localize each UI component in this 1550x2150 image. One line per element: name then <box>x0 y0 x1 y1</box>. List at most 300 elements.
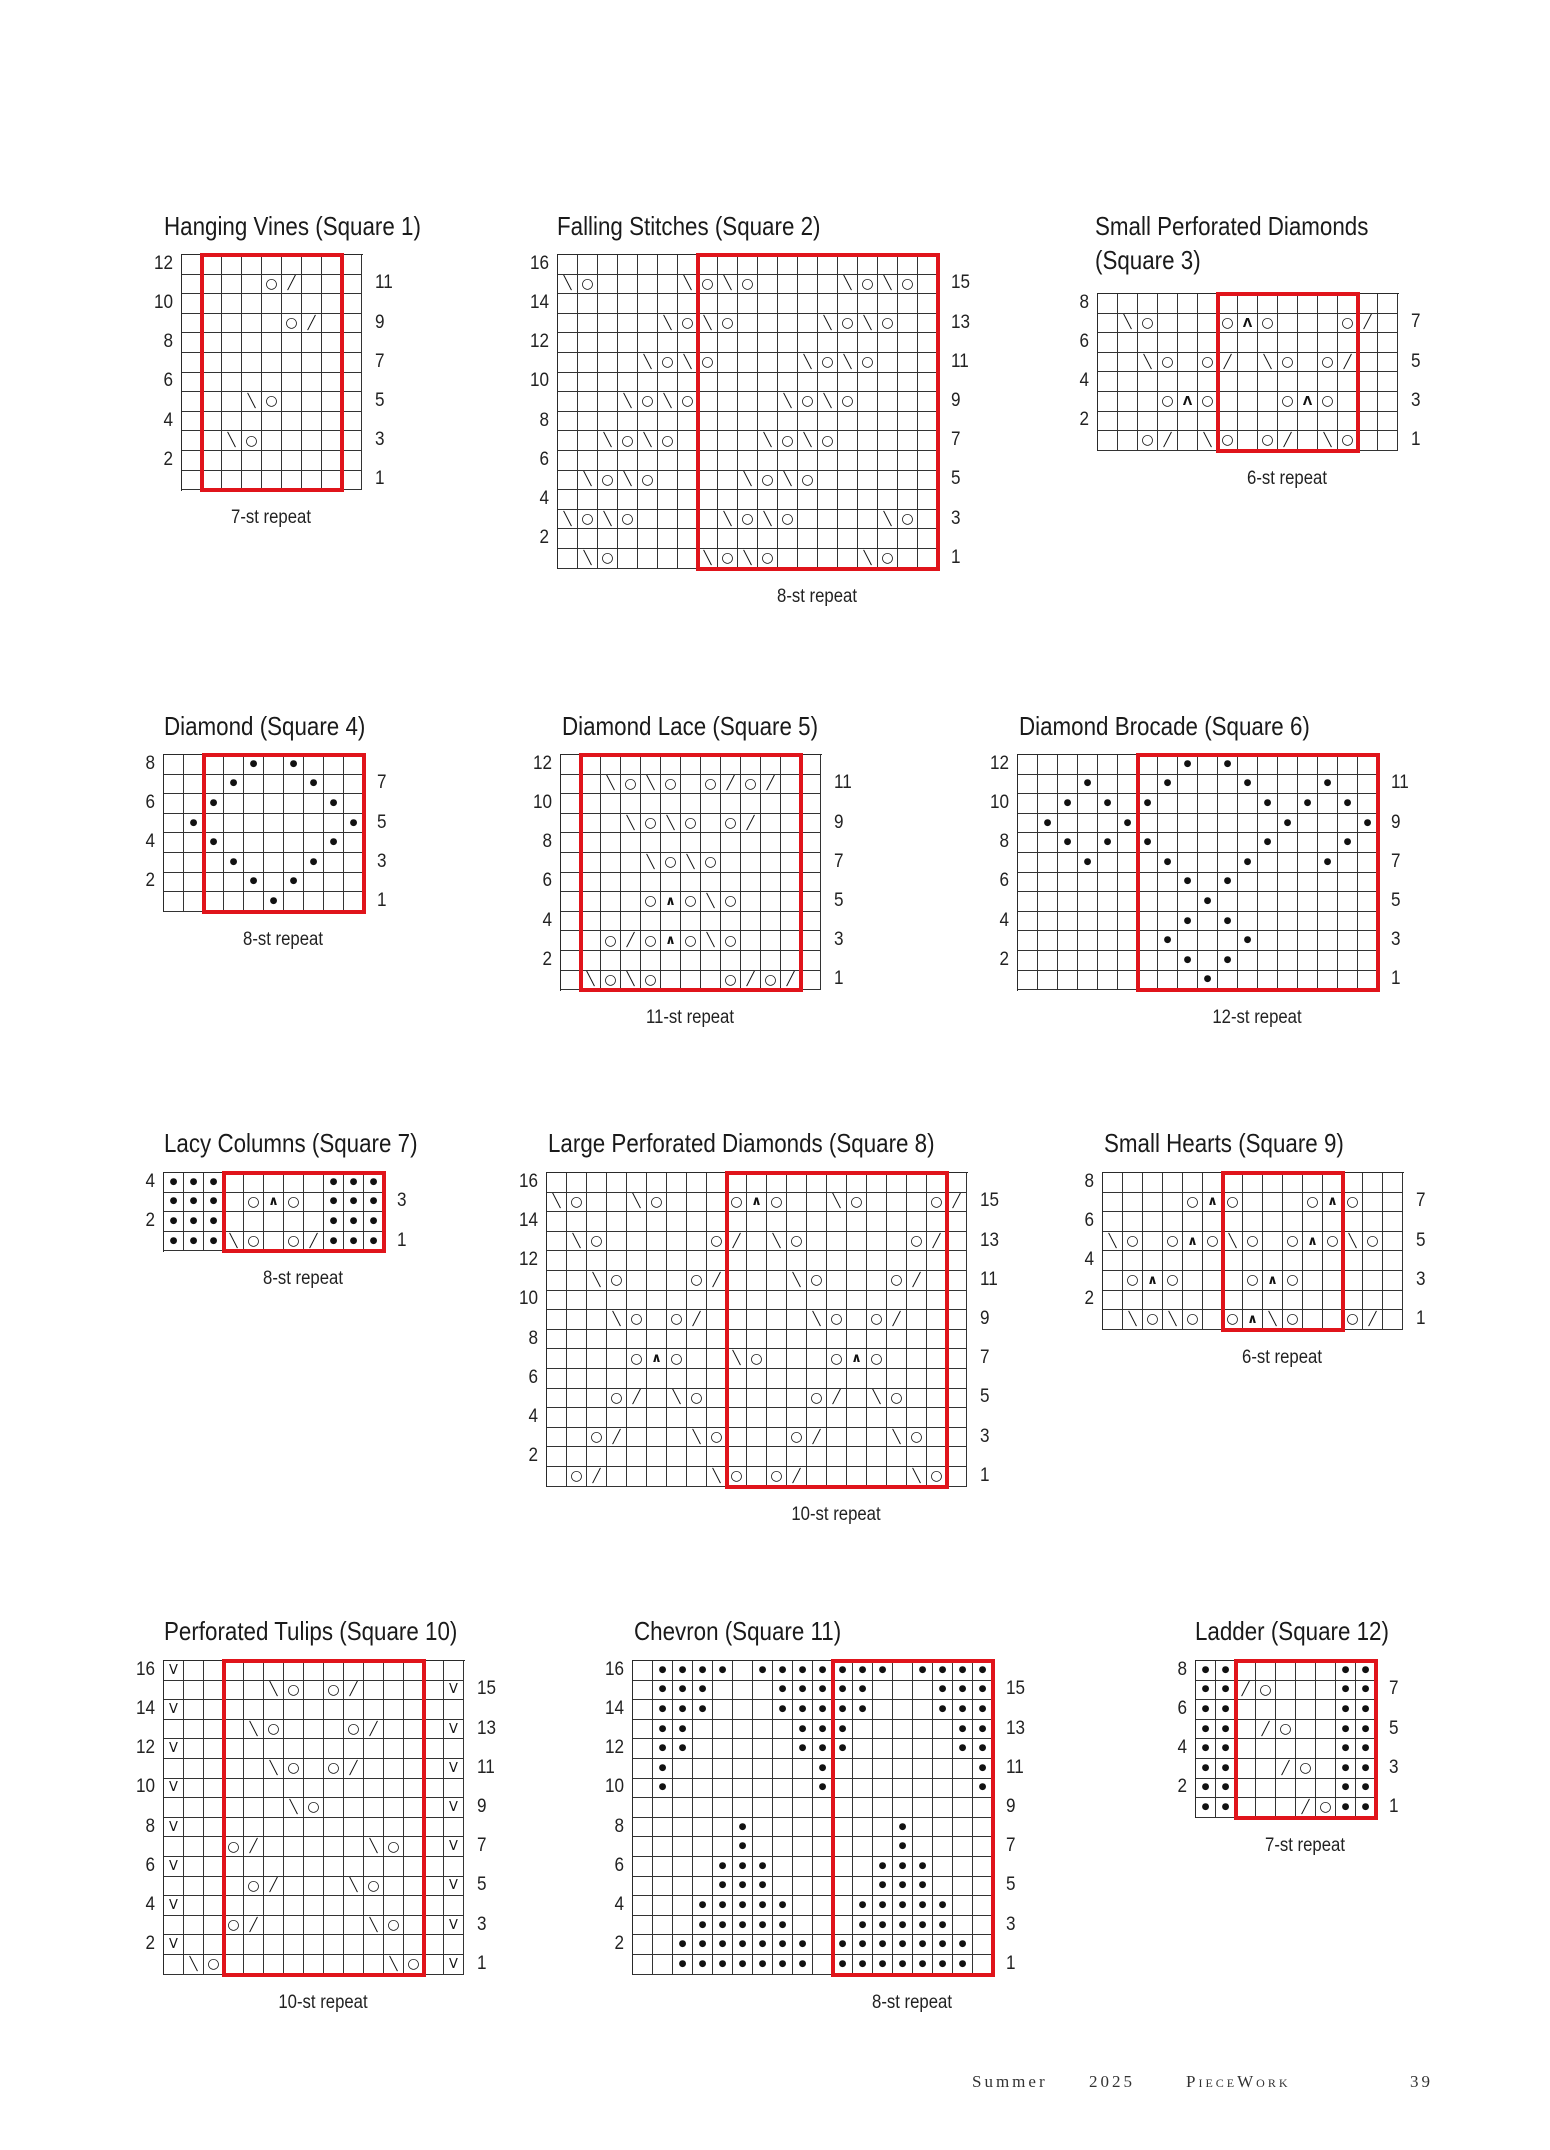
stitch-dot-symbol <box>773 1935 793 1955</box>
stitch-cell <box>1158 294 1178 314</box>
stitch-cell <box>364 1896 384 1916</box>
stitch-cell <box>758 373 778 393</box>
stitch-cell <box>262 255 282 275</box>
stitch-dot-symbol <box>853 1935 873 1955</box>
stitch-cell <box>1256 1700 1276 1720</box>
stitch-dot-symbol <box>713 1661 733 1681</box>
stitch-yo-symbol <box>627 1310 647 1330</box>
stitch-cell <box>738 490 758 510</box>
footer-magazine: PieceWork <box>1186 2072 1291 2091</box>
stitch-dot-symbol <box>184 1232 204 1252</box>
stitch-cell <box>638 510 658 530</box>
stitch-cell <box>767 1251 787 1271</box>
stitch-dot-symbol <box>733 1916 753 1936</box>
chart-title: Perforated Tulips (Square 10) <box>164 1616 458 1646</box>
stitch-cell <box>867 1212 887 1232</box>
stitch-cell <box>598 451 618 471</box>
stitch-cell <box>1258 333 1278 353</box>
stitch-dot-symbol <box>244 873 264 893</box>
stitch-cell <box>224 892 244 912</box>
stitch-cell <box>1143 1212 1163 1232</box>
stitch-dot-symbol <box>773 1916 793 1936</box>
stitch-cell <box>1158 814 1178 834</box>
stitch-cell <box>607 1251 627 1271</box>
stitch-cell <box>907 1173 927 1193</box>
stitch-dot-symbol <box>713 1877 733 1897</box>
stitch-cell <box>384 1739 404 1759</box>
stitch-dot-symbol <box>653 1720 673 1740</box>
stitch-cell <box>793 1798 813 1818</box>
stitch-cell <box>847 1467 867 1487</box>
stitch-cell <box>1298 951 1318 971</box>
stitch-cell <box>781 892 801 912</box>
stitch-dot-symbol <box>713 1935 733 1955</box>
stitch-cell <box>1198 412 1218 432</box>
stitch-cell <box>867 1251 887 1271</box>
stitch-cell <box>1276 1739 1296 1759</box>
stitch-cell <box>1318 814 1338 834</box>
row-number-right: 9 <box>477 1796 487 1817</box>
stitch-dot-symbol <box>224 775 244 795</box>
stitch-cell <box>747 1369 767 1389</box>
stitch-cell <box>1278 873 1298 893</box>
stitch-cell <box>793 1779 813 1799</box>
stitch-cell <box>913 1739 933 1759</box>
stitch-cell <box>887 1232 907 1252</box>
stitch-dot-symbol <box>1258 833 1278 853</box>
stitch-dot-symbol <box>753 1916 773 1936</box>
stitch-cell <box>284 1779 304 1799</box>
stitch-cell <box>1378 431 1398 451</box>
stitch-cell <box>641 794 661 814</box>
stitch-cell <box>638 275 658 295</box>
stitch-dot-symbol <box>344 1232 364 1252</box>
stitch-cell <box>621 873 641 893</box>
chart-title: Diamond (Square 4) <box>164 711 366 741</box>
stitch-yo-symbol <box>1138 314 1158 334</box>
stitch-cell <box>918 431 938 451</box>
stitch-cell <box>867 1291 887 1311</box>
stitch-ssk-symbol <box>222 431 242 451</box>
stitch-cell <box>182 294 202 314</box>
stitch-k2tog-symbol <box>741 814 761 834</box>
footer-season: Summer <box>972 2072 1048 2091</box>
stitch-cell <box>858 255 878 275</box>
stitch-cell <box>707 1408 727 1428</box>
row-number-right: 15 <box>1006 1678 1026 1700</box>
stitch-yo-symbol <box>687 1271 707 1291</box>
stitch-dot-symbol <box>793 1700 813 1720</box>
stitch-yo-symbol <box>641 931 661 951</box>
stitch-cell <box>1138 951 1158 971</box>
stitch-cell <box>758 529 778 549</box>
stitch-cell <box>304 1877 324 1897</box>
row-number-left: 14 <box>529 292 549 313</box>
stitch-cell <box>164 814 184 834</box>
stitch-cell <box>707 1369 727 1389</box>
stitch-cell <box>918 471 938 491</box>
stitch-yo-symbol <box>721 892 741 912</box>
stitch-cell <box>364 1739 384 1759</box>
repeat-label: 8-st repeat <box>263 1268 343 1290</box>
stitch-cell <box>887 1447 907 1467</box>
stitch-yo-symbol <box>727 1193 747 1213</box>
stitch-cell <box>587 1369 607 1389</box>
stitch-cell <box>1236 1759 1256 1779</box>
stitch-cell <box>558 314 578 334</box>
stitch-yo-symbol <box>707 1428 727 1448</box>
stitch-yo-symbol <box>1323 1232 1343 1252</box>
stitch-cell <box>304 1681 324 1701</box>
stitch-cell <box>701 814 721 834</box>
stitch-cell <box>364 1955 384 1975</box>
stitch-cell <box>1258 971 1278 991</box>
stitch-cell <box>567 1251 587 1271</box>
stitch-cell <box>927 1349 947 1369</box>
stitch-cell <box>284 1700 304 1720</box>
stitch-cell <box>164 1916 184 1936</box>
row-number-right: 3 <box>477 1913 487 1935</box>
stitch-cell <box>661 951 681 971</box>
stitch-cell <box>761 814 781 834</box>
stitch-cell <box>713 1739 733 1759</box>
stitch-dot-symbol <box>1138 833 1158 853</box>
stitch-cell <box>384 1720 404 1740</box>
stitch-cell <box>1383 1212 1403 1232</box>
stitch-yo-symbol <box>304 1798 324 1818</box>
stitch-cell <box>324 755 344 775</box>
stitch-cell <box>638 490 658 510</box>
repeat-label: 11-st repeat <box>646 1007 734 1029</box>
stitch-cell <box>793 1759 813 1779</box>
row-number-right: 7 <box>477 1835 487 1857</box>
stitch-cell <box>1163 1212 1183 1232</box>
stitch-cell <box>741 951 761 971</box>
stitch-ssk-symbol <box>701 892 721 912</box>
stitch-dot-symbol <box>184 1173 204 1193</box>
stitch-cell <box>242 255 262 275</box>
row-number-left: 2 <box>528 1445 538 1467</box>
row-number-right: 5 <box>1416 1229 1426 1251</box>
stitch-cell <box>1138 775 1158 795</box>
stitch-cell <box>853 1857 873 1877</box>
row-number-right: 1 <box>1411 429 1421 450</box>
stitch-cell <box>661 971 681 991</box>
stitch-cell <box>1358 372 1378 392</box>
stitch-cell <box>1118 794 1138 814</box>
stitch-cell <box>787 1291 807 1311</box>
stitch-cell <box>667 1408 687 1428</box>
stitch-dot-symbol <box>1178 873 1198 893</box>
stitch-cell <box>1103 1310 1123 1330</box>
stitch-cell <box>1363 1291 1383 1311</box>
stitch-yo-symbol <box>927 1193 947 1213</box>
stitch-yo-symbol <box>264 1720 284 1740</box>
stitch-cell <box>284 1857 304 1877</box>
stitch-cell <box>1198 873 1218 893</box>
stitch-yo-symbol <box>658 431 678 451</box>
stitch-cell <box>284 1896 304 1916</box>
stitch-cell <box>1276 1779 1296 1799</box>
stitch-yo-symbol <box>1218 431 1238 451</box>
stitch-cell <box>878 412 898 432</box>
stitch-dot-symbol <box>1196 1681 1216 1701</box>
row-number-right: 15 <box>477 1678 497 1700</box>
stitch-cell <box>653 1916 673 1936</box>
stitch-cell <box>827 1173 847 1193</box>
stitch-cell <box>578 373 598 393</box>
stitch-cell <box>244 775 264 795</box>
stitch-k2tog-symbol <box>687 1310 707 1330</box>
stitch-cell <box>1158 951 1178 971</box>
stitch-cell <box>681 873 701 893</box>
stitch-dot-symbol <box>913 1935 933 1955</box>
stitch-dot-symbol <box>853 1955 873 1975</box>
stitch-k2tog-symbol <box>761 775 781 795</box>
stitch-dot-symbol <box>1238 775 1258 795</box>
stitch-cell <box>1178 412 1198 432</box>
stitch-cell <box>578 529 598 549</box>
stitch-cell <box>1178 892 1198 912</box>
stitch-yo-symbol <box>718 549 738 569</box>
stitch-cell <box>1098 755 1118 775</box>
stitch-cell <box>761 931 781 951</box>
stitch-cell <box>342 314 362 334</box>
stitch-cell <box>913 1779 933 1799</box>
repeat-label: 6-st repeat <box>1247 467 1327 489</box>
stitch-cell <box>587 1251 607 1271</box>
stitch-cell <box>753 1681 773 1701</box>
stitch-cell <box>1278 412 1298 432</box>
stitch-yo-symbol <box>661 775 681 795</box>
stitch-cell <box>344 1896 364 1916</box>
stitch-cell <box>364 1700 384 1720</box>
stitch-yo-symbol <box>638 471 658 491</box>
stitch-cell <box>667 1330 687 1350</box>
stitch-dot-symbol <box>204 1173 224 1193</box>
stitch-cell <box>242 412 262 432</box>
chart-title: Lacy Columns (Square 7) <box>164 1128 418 1158</box>
stitch-cell <box>693 1739 713 1759</box>
stitch-k2tog-symbol <box>282 275 302 295</box>
row-number-right: 9 <box>980 1308 990 1329</box>
stitch-cell <box>627 1428 647 1448</box>
stitch-cell <box>1323 1251 1343 1271</box>
stitch-cell <box>1178 353 1198 373</box>
stitch-cell <box>718 471 738 491</box>
stitch-cell <box>681 794 701 814</box>
stitch-yo-symbol <box>1278 353 1298 373</box>
row-number-left: 4 <box>163 409 173 431</box>
stitch-cell <box>224 1720 244 1740</box>
stitch-dot-symbol <box>344 814 364 834</box>
stitch-k2tog-symbol <box>1236 1681 1256 1701</box>
row-number-left: 8 <box>999 831 1009 853</box>
stitch-cell <box>1238 971 1258 991</box>
stitch-grid <box>1195 1660 1377 1818</box>
row-number-left: 6 <box>1079 331 1089 352</box>
stitch-cell <box>638 255 658 275</box>
stitch-cell <box>1316 1720 1336 1740</box>
stitch-yo-symbol <box>798 392 818 412</box>
stitch-cell <box>767 1212 787 1232</box>
stitch-cell <box>567 1389 587 1409</box>
row-number-left: 8 <box>1079 291 1089 313</box>
stitch-cell <box>713 1720 733 1740</box>
stitch-cell <box>264 1173 284 1193</box>
stitch-k2tog-symbol <box>1218 353 1238 373</box>
stitch-cell <box>1058 775 1078 795</box>
stitch-cell <box>1123 1193 1143 1213</box>
stitch-cell <box>222 294 242 314</box>
stitch-dot-symbol <box>1356 1720 1376 1740</box>
row-number-left: 6 <box>999 870 1009 892</box>
stitch-cell <box>773 1798 793 1818</box>
stitch-k2tog-symbol <box>344 1681 364 1701</box>
stitch-cell <box>721 951 741 971</box>
stitch-cell <box>673 1857 693 1877</box>
stitch-cell <box>264 814 284 834</box>
stitch-cell <box>324 1857 344 1877</box>
stitch-cell <box>1118 431 1138 451</box>
stitch-cell <box>827 1291 847 1311</box>
stitch-cell <box>384 1896 404 1916</box>
stitch-cell <box>1303 1212 1323 1232</box>
stitch-cell <box>947 1349 967 1369</box>
stitch-dot-symbol <box>164 1212 184 1232</box>
stitch-cell <box>1058 853 1078 873</box>
row-number-left: 12 <box>989 752 1009 774</box>
stitch-cell <box>1303 1173 1323 1193</box>
stitch-ssk-symbol <box>242 392 262 412</box>
stitch-dot-symbol <box>673 1700 693 1720</box>
stitch-cell <box>1316 1779 1336 1799</box>
stitch-cell <box>1318 372 1338 392</box>
stitch-dot-symbol <box>1078 853 1098 873</box>
stitch-cell <box>793 1857 813 1877</box>
stitch-cell <box>707 1389 727 1409</box>
stitch-cell <box>284 1955 304 1975</box>
stitch-cell <box>1296 1681 1316 1701</box>
stitch-cell <box>1098 294 1118 314</box>
stitch-cell <box>973 1857 993 1877</box>
stitch-cell <box>741 873 761 893</box>
stitch-cell <box>1323 1173 1343 1193</box>
stitch-dot-symbol <box>853 1700 873 1720</box>
row-number-right: 13 <box>477 1717 497 1739</box>
stitch-cell <box>1118 333 1138 353</box>
stitch-cell <box>1238 912 1258 932</box>
stitch-cell <box>1098 853 1118 873</box>
stitch-slip-symbol <box>444 1955 464 1975</box>
stitch-cell <box>867 1330 887 1350</box>
stitch-cell <box>878 255 898 275</box>
stitch-cell <box>638 333 658 353</box>
stitch-cell <box>621 951 641 971</box>
stitch-cell <box>933 1798 953 1818</box>
stitch-cell <box>798 314 818 334</box>
stitch-cell <box>1358 892 1378 912</box>
stitch-cell <box>953 1857 973 1877</box>
stitch-k2tog-symbol <box>741 971 761 991</box>
row-number-right: 3 <box>1411 389 1421 411</box>
stitch-cell <box>813 1935 833 1955</box>
row-number-right: 7 <box>375 350 385 372</box>
stitch-cell <box>284 1916 304 1936</box>
stitch-cell <box>687 1251 707 1271</box>
stitch-yo-symbol <box>678 392 698 412</box>
stitch-cell <box>204 892 224 912</box>
stitch-dot-symbol <box>364 1212 384 1232</box>
stitch-cell <box>738 255 758 275</box>
stitch-cell <box>733 1759 753 1779</box>
stitch-grid <box>1102 1172 1404 1330</box>
stitch-cell <box>918 314 938 334</box>
stitch-cell <box>164 1720 184 1740</box>
stitch-cell <box>1138 892 1158 912</box>
stitch-cell <box>713 1700 733 1720</box>
stitch-ssk-symbol <box>224 1232 244 1252</box>
stitch-yo-symbol <box>598 471 618 491</box>
stitch-yo-symbol <box>887 1389 907 1409</box>
stitch-cell <box>1038 794 1058 814</box>
stitch-cell <box>778 294 798 314</box>
stitch-cell <box>927 1271 947 1291</box>
row-number-left: 16 <box>604 1658 624 1680</box>
stitch-yo-symbol <box>284 1193 304 1213</box>
stitch-yo-symbol <box>798 471 818 491</box>
stitch-cell <box>182 471 202 491</box>
stitch-cell <box>873 1681 893 1701</box>
stitch-cell <box>204 1916 224 1936</box>
stitch-cell <box>647 1310 667 1330</box>
stitch-cell <box>847 1310 867 1330</box>
stitch-cell <box>801 794 821 814</box>
stitch-cell <box>282 255 302 275</box>
stitch-yo-symbol <box>681 892 701 912</box>
stitch-cell <box>547 1271 567 1291</box>
stitch-cell <box>607 1408 627 1428</box>
stitch-cell <box>364 1857 384 1877</box>
stitch-k2tog-symbol <box>927 1232 947 1252</box>
stitch-cell <box>1358 392 1378 412</box>
chart-title: Ladder (Square 12) <box>1195 1616 1389 1646</box>
stitch-cell <box>1258 755 1278 775</box>
stitch-cell <box>1243 1212 1263 1232</box>
stitch-cell <box>1203 1173 1223 1193</box>
stitch-cell <box>164 1798 184 1818</box>
stitch-cell <box>224 755 244 775</box>
stitch-ssk-symbol <box>384 1955 404 1975</box>
stitch-cell <box>698 431 718 451</box>
stitch-cell <box>1203 1212 1223 1232</box>
stitch-cell <box>933 1779 953 1799</box>
stitch-ssk-symbol <box>858 314 878 334</box>
stitch-cell <box>1278 775 1298 795</box>
stitch-cell <box>204 1798 224 1818</box>
stitch-grid <box>163 1172 385 1252</box>
stitch-cell <box>1038 755 1058 775</box>
stitch-cell <box>578 314 598 334</box>
stitch-cell <box>738 333 758 353</box>
stitch-dot-symbol <box>1118 814 1138 834</box>
row-number-right: 1 <box>477 1952 487 1974</box>
stitch-dot-symbol <box>953 1955 973 1975</box>
stitch-cell <box>601 814 621 834</box>
stitch-yo-symbol <box>858 353 878 373</box>
stitch-cell <box>1163 1173 1183 1193</box>
stitch-cell <box>547 1428 567 1448</box>
